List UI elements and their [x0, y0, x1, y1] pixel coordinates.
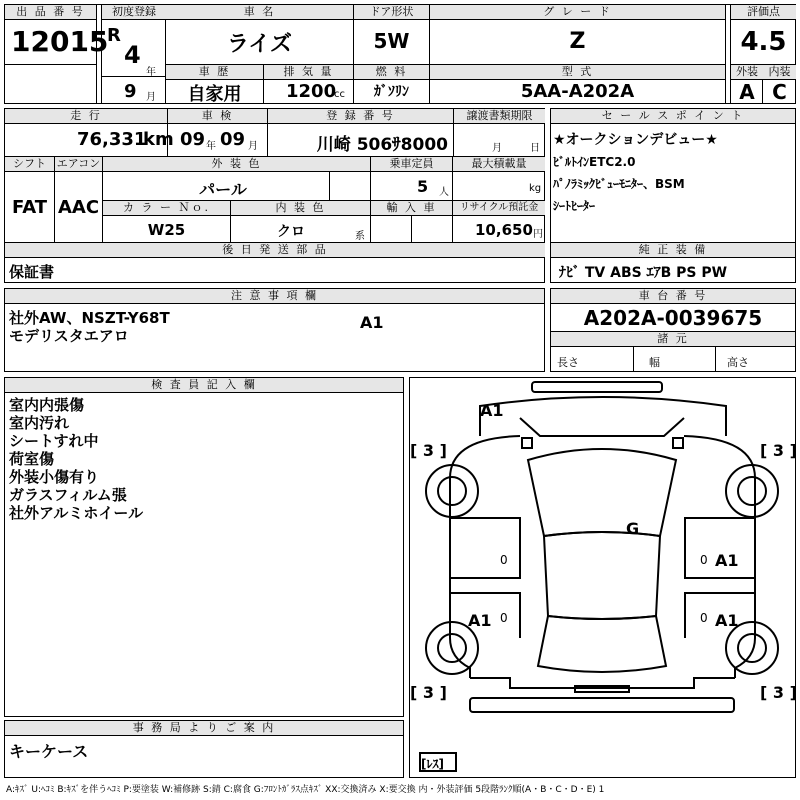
- transfer-month: 月: [492, 143, 502, 154]
- plate-cell: [268, 109, 454, 157]
- caution-line: モデリスタエアロ: [9, 327, 129, 345]
- ac: AAC: [57, 197, 100, 218]
- ext-grade: A: [739, 80, 755, 104]
- inspector-note: 社外アルミホイール: [9, 504, 144, 522]
- displacement: 1200: [286, 81, 337, 102]
- later-parts-label: 後 日 発 送 部 品: [5, 243, 545, 258]
- caution-label: 注 意 事 項 欄: [5, 289, 544, 304]
- color-no: W25: [147, 221, 186, 239]
- model-cell: [430, 65, 726, 104]
- load-unit: kg: [529, 183, 542, 194]
- int-label: 内装: [763, 65, 796, 80]
- shift: FAT: [11, 197, 48, 218]
- damage-mark-front: A1: [480, 401, 504, 420]
- color-cell: [103, 157, 371, 201]
- int-color-cell: [231, 201, 371, 243]
- insp-month-unit: 月: [248, 141, 258, 152]
- color-label: 外 装 色: [103, 157, 370, 172]
- mileage-cell: [5, 109, 174, 157]
- car-name-cell: [166, 5, 354, 65]
- history: 自家用: [187, 84, 242, 105]
- grade-label: グ レ ー ド: [430, 5, 725, 20]
- color: パール: [199, 180, 247, 199]
- color-no-label: カ ラ ー Ｎｏ.: [103, 201, 230, 216]
- capacity-unit: 人: [439, 187, 449, 198]
- recycle-unit: 円: [533, 229, 543, 240]
- model: 5AA-A202A: [520, 81, 635, 102]
- inspector-note: シートすれ中: [9, 432, 99, 450]
- insp-month: 09: [220, 129, 246, 150]
- zero-mark: 0: [700, 553, 708, 567]
- caution-line: 社外AW、NSZT-Y68T: [9, 309, 170, 327]
- int-color-label: 内 装 色: [231, 201, 370, 216]
- int-grade: C: [772, 80, 787, 104]
- inspector-note: 荷室傷: [9, 450, 55, 468]
- chassis-number: A202A-0039675: [583, 306, 763, 330]
- fuel-label: 燃 料: [354, 65, 429, 80]
- shift-cell: [5, 157, 55, 243]
- header-grid: [4, 4, 796, 104]
- inspector-note: ガラスフィルム張: [9, 486, 127, 504]
- tire-depth-rr: [ 3 ]: [760, 683, 797, 702]
- dims-label: 諸 元: [551, 331, 795, 347]
- history-cell: [166, 65, 264, 104]
- door-label: ドア形状: [354, 5, 429, 20]
- history-label: 車 歴: [166, 65, 263, 80]
- recycle-cell: [453, 201, 545, 243]
- load-cell: [453, 157, 545, 201]
- chassis-box: [550, 288, 796, 372]
- zero-mark: 0: [500, 611, 508, 625]
- sales-points-box: [550, 108, 796, 283]
- mileage-unit: km: [143, 129, 174, 150]
- int-color: クロ: [277, 224, 305, 240]
- zero-mark: 0: [700, 611, 708, 625]
- length-label: 長さ: [557, 356, 579, 369]
- ac-label: エアコン: [56, 157, 101, 170]
- displacement-unit: cc: [334, 89, 345, 100]
- era: R: [107, 25, 121, 46]
- recycle-label: リサイクル預託金: [453, 201, 545, 216]
- door-cell: [354, 5, 430, 65]
- office-label: 事 務 局 よ り ご 案 内: [5, 721, 403, 736]
- equipment-label: 純 正 装 備: [551, 243, 795, 258]
- lot-empty-cell: [5, 65, 97, 104]
- shift-label: シフト: [5, 157, 54, 172]
- displacement-label: 排 気 量: [264, 65, 353, 80]
- reg-month-unit: 月: [146, 92, 156, 103]
- car-name-label: 車 名: [166, 5, 353, 20]
- score-label: 評価点: [731, 5, 796, 20]
- sales-point-item: ﾊﾟﾉﾗﾐｯｸﾋﾞｭｰﾓﾆﾀｰ、BSM: [553, 177, 685, 191]
- spare-tire: [ﾚｽ]: [421, 757, 444, 771]
- damage-mark-left-rear: A1: [468, 611, 492, 630]
- sales-points-list: [553, 129, 718, 217]
- displacement-cell: [264, 65, 354, 104]
- tire-depth-fr: [ 3 ]: [760, 441, 797, 460]
- int-grade-cell: [763, 65, 796, 104]
- ext-grade-cell: [730, 65, 763, 104]
- inspector-note: 室内内張傷: [9, 396, 85, 414]
- fuel: ｶﾞｿﾘﾝ: [374, 84, 409, 100]
- equipment: ﾅﾋﾞ TV ABS ｴｱB PS PW: [559, 265, 728, 281]
- chassis-label: 車 台 番 号: [551, 289, 795, 304]
- first-reg-cell: [101, 5, 166, 104]
- mileage: 76,331: [77, 129, 147, 150]
- lot-label: 出 品 番 号: [5, 5, 96, 20]
- grade-cell: [430, 5, 726, 65]
- inspector-box: [4, 377, 404, 717]
- reg-month: 9: [124, 81, 137, 102]
- later-parts-cell: [5, 243, 545, 283]
- transfer-day: 日: [530, 143, 540, 154]
- sales-point-item: ｼｰﾄﾋｰﾀｰ: [553, 199, 596, 213]
- lot-cell: [5, 5, 109, 65]
- inspection-cell: [168, 109, 268, 157]
- sales-point-item: ﾋﾞﾙﾄｲﾝETC2.0: [553, 155, 636, 169]
- inspector-note: 室内汚れ: [9, 414, 70, 432]
- caution-box: [4, 288, 545, 372]
- inspector-label: 検 査 員 記 入 欄: [5, 378, 403, 393]
- width-label: 幅: [649, 356, 660, 369]
- vehicle-details-grid: [4, 108, 545, 283]
- capacity-label: 乗車定員: [371, 157, 452, 172]
- office-note: キーケース: [9, 742, 89, 761]
- office-box: [4, 720, 404, 778]
- recycle: 10,650: [475, 221, 533, 239]
- int-color-unit: 系: [355, 231, 365, 242]
- transfer-label: 譲渡書類期限: [454, 109, 545, 124]
- car-name: ライズ: [226, 32, 293, 57]
- insp-year-unit: 年: [206, 141, 216, 152]
- legend: A:ｷｽﾞ U:ﾍｺﾐ B:ｷｽﾞを伴うﾍｺﾐ P:要塗装 W:補修跡 S:錆 C:腐食 G:ﾌﾛﾝﾄｶﾞﾗｽ点ｷｽﾞ XX:交換済み X:要交換 内・外装評価 5段階ﾗﾝｸ順(A・B・C・D・E) 1: [6, 785, 605, 795]
- color-no-cell: [103, 201, 231, 243]
- capacity: 5: [417, 177, 429, 196]
- insp-year: 09: [180, 129, 206, 150]
- reg-year: 4: [124, 41, 141, 69]
- ac-cell: [55, 157, 103, 243]
- damage-mark-right-rear: A1: [715, 611, 739, 630]
- capacity-cell: [371, 157, 453, 201]
- plate-number: 川崎 506ｻ8000: [316, 135, 448, 155]
- grade: Z: [569, 29, 586, 54]
- lot-number: 12015: [11, 25, 109, 58]
- tire-depth-fl: [ 3 ]: [410, 441, 447, 460]
- transfer-cell: [454, 109, 545, 157]
- mileage-label: 走 行: [5, 109, 167, 124]
- load-label: 最大積載量: [453, 157, 545, 172]
- damage-mark-right-front: A1: [715, 551, 739, 570]
- import-label: 輸 入 車: [371, 201, 452, 216]
- reg-year-unit: 年: [146, 67, 156, 78]
- import-cell: [371, 201, 453, 243]
- plate-label: 登 録 番 号: [268, 109, 453, 124]
- first-reg-label: 初度登録: [102, 5, 166, 20]
- sales-point-item: ★オークションデビュー★: [553, 132, 718, 148]
- sales-points-label: セ ー ル ス ポ イ ン ト: [551, 109, 795, 124]
- damage-mark-glass: G: [626, 519, 640, 538]
- damage-mark-top: A1: [360, 313, 384, 332]
- score-cell: [730, 5, 796, 65]
- later-parts: 保証書: [9, 263, 55, 281]
- inspection-label: 車 検: [168, 109, 267, 124]
- ext-label: 外装: [731, 65, 763, 80]
- score: 4.5: [740, 27, 787, 57]
- height-label: 高さ: [727, 356, 749, 369]
- inspector-note: 外装小傷有り: [9, 468, 100, 486]
- model-label: 型 式: [430, 65, 725, 80]
- door-type: 5W: [373, 29, 410, 53]
- zero-mark: 0: [500, 553, 508, 567]
- fuel-cell: [354, 65, 430, 104]
- tire-depth-rl: [ 3 ]: [410, 683, 447, 702]
